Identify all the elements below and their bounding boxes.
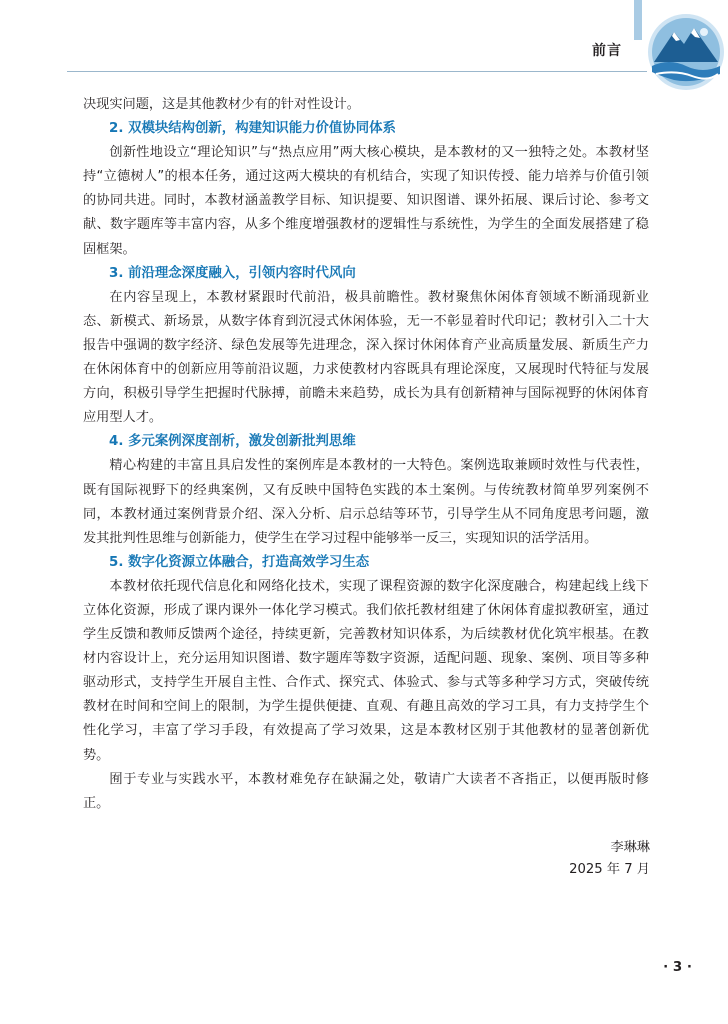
section-heading: 5. 数字化资源立体融合，打造高效学习生态 — [109, 554, 370, 570]
section-heading: 3. 前沿理念深度融入，引领内容时代风向 — [109, 265, 356, 281]
paragraph: 决现实问题，这是其他教材少有的针对性设计。 — [83, 97, 360, 112]
page-number: · 3 · — [663, 960, 692, 975]
mountain-emblem-icon — [634, 0, 728, 95]
signature-date: 2025 年 7 月 — [569, 862, 650, 877]
section-heading: 2. 双模块结构创新，构建知识能力价值协同体系 — [109, 121, 396, 137]
section-heading: 4. 多元案例深度剖析，激发创新批判思维 — [109, 434, 356, 450]
paragraph: 在内容呈现上，本教材紧跟时代前沿，极具前瞻性。教材聚焦休闲体育领域不断涌现新业态、新模式、新场景，从数字体育到沉浸式休闲体验，无一不彰显着时代印记；教材引入二十大报告中强调的数字经济、绿色发展等先进理念，深入探讨休闲体育产业高质量发展、新质生产力在休闲体育中的创新应用等前沿议题，力求使教材内容既具有理论深度，又展现时代特征与发展方向，积极引导学生把握时代脉搏，前瞻未来趋势，成长为具有创新精神与国际视野的休闲体育应用型人才。 — [83, 289, 649, 426]
page-header-title: 前言 — [592, 43, 622, 59]
header-divider — [67, 71, 647, 72]
paragraph: 创新性地设立“理论知识”与“热点应用”两大核心模块，是本教材的又一独特之处。本教材坚持“立德树人”的根本任务，通过这两大模块的有机结合，实现了知识传授、能力培养与价值引领的协同共进。同时，本教材涵盖教学目标、知识提要、知识图谱、课外拓展、课后讨论、参考文献、数字题库等丰富内容，从多个维度增强教材的逻辑性与系统性，为学生的全面发展搭建了稳固框架。 — [83, 145, 649, 257]
paragraph: 囿于专业与实践水平，本教材难免存在缺漏之处，敬请广大读者不吝指正，以便再版时修正。 — [83, 771, 649, 811]
preface-body — [83, 93, 649, 816]
paragraph: 精心构建的丰富且具启发性的案例库是本教材的一大特色。案例选取兼顾时效性与代表性，既有国际视野下的经典案例，又有反映中国特色实践的本土案例。与传统教材简单罗列案例不同，本教材通过案例背景介绍、深入分析、启示总结等环节，引导学生从不同角度思考问题，激发其批判性思维与创新能力，使学生在学习过程中能够举一反三，实现知识的活学活用。 — [83, 458, 649, 546]
signature-author: 李琳琳 — [610, 840, 650, 855]
paragraph: 本教材依托现代信息化和网络化技术，实现了课程资源的数字化深度融合，构建起线上线下立体化资源，形成了课内课外一体化学习模式。我们依托教材组建了休闲体育虚拟教研室，通过学生反馈和教师反馈两个途径，持续更新，完善教材知识体系，为后续教材优化筑牢根基。在教材内容设计上，充分运用知识图谱、数字题库等数字资源，适配问题、现象、案例、项目等多种驱动形式，支持学生开展自主性、合作式、探究式、体验式、参与式等多种学习方式，突破传统教材在时间和空间上的限制，为学生提供便捷、直观、有趣且高效的学习工具，有力支持学生个性化学习，丰富了学习手段，有效提高了学习效果，这是本教材区别于其他教材的显著创新优势。 — [83, 578, 649, 763]
